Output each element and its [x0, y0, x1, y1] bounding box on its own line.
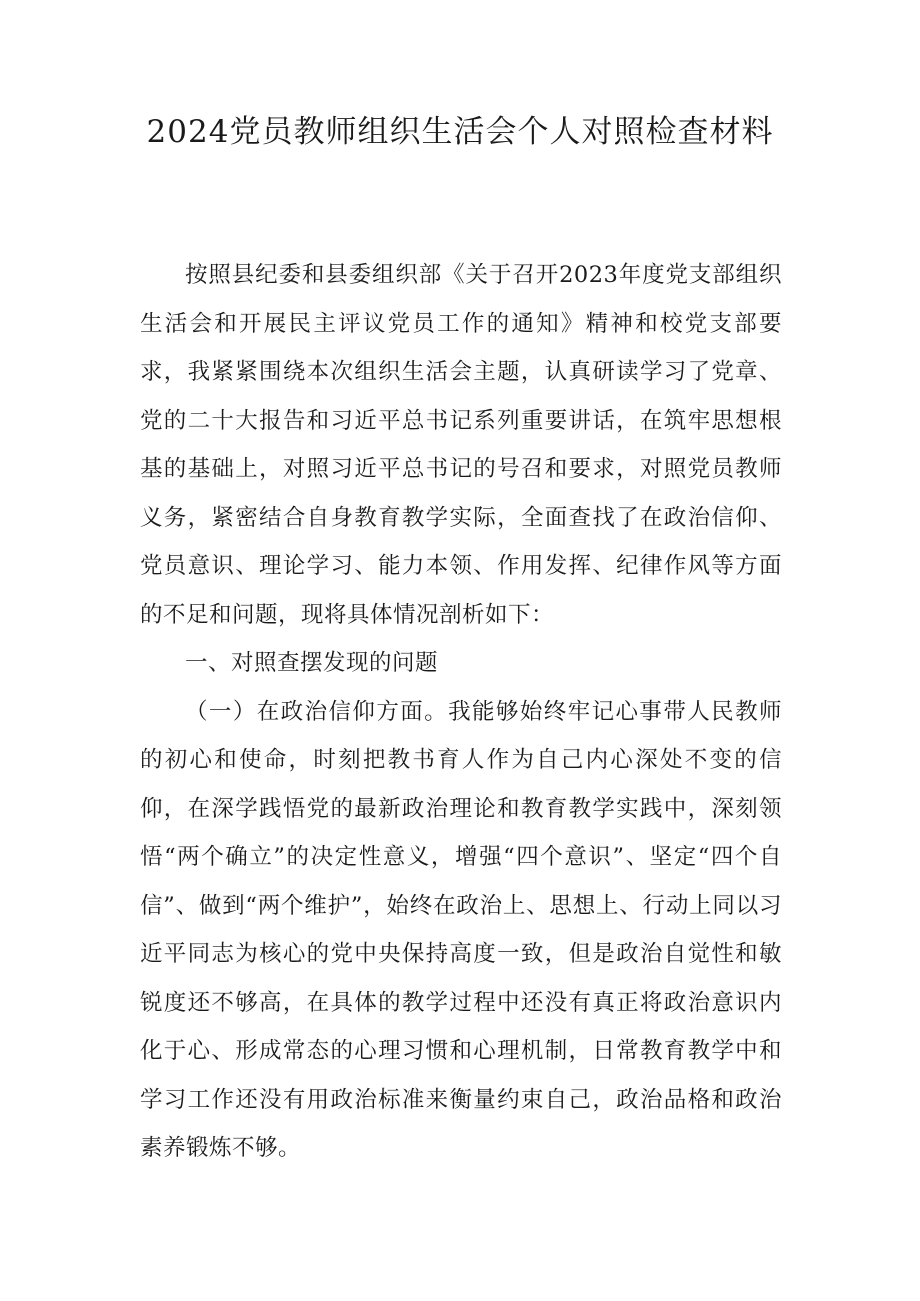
document-body: [140, 251, 782, 1173]
section-paragraph: （一）在政治信仰方面。我能够始终牢记心事带人民教师的初心和使命，时刻把教书育人作为自己内心深处不变的信仰，在深学践悟党的最新政治理论和教育教学实践中，深刻领悟“两个确立”的决定性意义，增强“四个意识”、坚定“四个自信”、做到“两个维护”，始终在政治上、思想上、行动上同以习近平同志为核心的党中央保持高度一致，但是政治自觉性和敏锐度还不够高，在具体的教学过程中还没有真正将政治意识内化于心、形成常态的心理习惯和心理机制，日常教育教学中和学习工作还没有用政治标准来衡量约束自己，政治品格和政治素养锻炼不够。: [140, 698, 782, 1161]
document-title: 2024党员教师组织生活会个人对照检查材料: [146, 114, 774, 150]
section-heading: 一、对照查摆发现的问题: [185, 650, 439, 676]
intro-paragraph: 按照县纪委和县委组织部《关于召开2023年度党支部组织生活会和开展民主评议党员工作的通知》精神和校党支部要求，我紧紧围绕本次组织生活会主题，认真研读学习了党章、党的二十大报告和习近平总书记系列重要讲话，在筑牢思想根基的基础上，对照习近平总书记的号召和要求，对照党员教师义务，紧密结合自身教育教学实际，全面查找了在政治信仰、党员意识、理论学习、能力本领、作用发挥、纪律作风等方面的不足和问题，现将具体情况剖析如下：: [140, 262, 782, 628]
